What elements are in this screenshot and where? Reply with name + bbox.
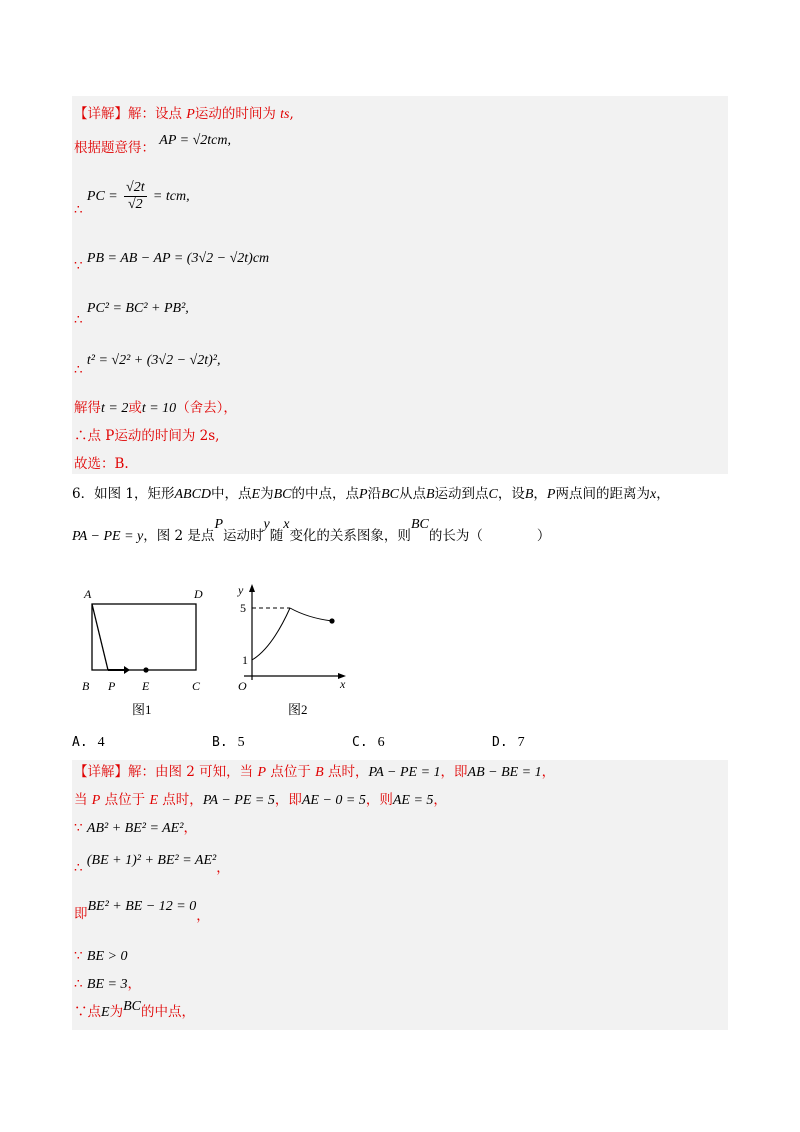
sol2-line-2: 当 P 点位于 E 点时，PA − PE = 5，即AE − 0 = 5，则AE = 5， (74, 792, 447, 808)
label-b: B (82, 679, 90, 693)
label-x: x (340, 677, 346, 691)
label-1: 1 (242, 653, 248, 667)
rectangle-abcd (92, 604, 196, 670)
sol2-line-5: 即BE² + BE − 12 = 0， (74, 899, 210, 924)
label-5: 5 (240, 601, 246, 615)
sol2-line-8: ∵点E为BC的中点， (74, 999, 195, 1020)
sol2-line-3: ∵ AB² + BE² = AE²， (74, 820, 197, 836)
label-c: C (192, 679, 201, 693)
caption-fig2: 图2 (288, 702, 308, 717)
arrow-head (124, 666, 130, 674)
curve-rising (252, 608, 290, 660)
label-o: O (238, 679, 247, 693)
label-d: D (194, 587, 203, 601)
sol2-line-1: 【详解】解：由图 2 可知，当 P 点位于 B 点时，PA − PE = 1，即AB − BE = 1， (74, 764, 556, 780)
sol1-line-4: ∵ PB = AB − AP = (3√2 − √2t)cm (74, 251, 270, 274)
question-line-2: PA − PE = y，图 2 是点P运动时y随x变化的关系图象，则BC的长为（ ） (72, 517, 551, 544)
sol2-line-4: ∴ (BE + 1)² + BE² = AE²， (74, 853, 230, 876)
sol1-line-2: 根据题意得： AP = √2tcm, (74, 133, 231, 156)
end-point (329, 618, 334, 623)
sol2-line-6: ∵ BE > 0 (74, 948, 128, 964)
solution-panel-2 (72, 760, 728, 1030)
sol1-line-5: ∴ PC² = BC² + PB², (74, 301, 189, 328)
segment-ap (92, 604, 108, 670)
sol1-line-7: 解得t = 2或t = 10（舍去）， (74, 400, 237, 416)
option-c: C. 6 (352, 735, 385, 750)
solution-panel-1 (72, 96, 728, 474)
option-b: B. 5 (212, 735, 245, 750)
label-p: P (108, 679, 116, 693)
question-line-1: 6．如图 1，矩形ABCD中，点E为BC的中点，点P沿BC从点B运动到点C，设B，P两点间的距离为x， (72, 486, 670, 502)
sol2-line-7: ∴ BE = 3， (74, 976, 141, 992)
label-a: A (84, 587, 92, 601)
option-a: A. 4 (72, 735, 105, 750)
figure-2-graph (230, 580, 360, 720)
caption-fig1: 图1 (132, 702, 152, 717)
y-axis-arrow (249, 584, 255, 592)
sol1-line-6: ∴ t² = √2² + (3√2 − √2t)², (74, 353, 221, 378)
label-e: E (142, 679, 150, 693)
option-d: D. 7 (492, 735, 525, 750)
label-y: y (238, 583, 244, 597)
figure-1-rectangle (78, 580, 238, 720)
sol1-line-8: ∴点 P运动的时间为 2s, (74, 428, 220, 444)
sol1-line-1: 【详解】解：设点 P运动的时间为 ts, (74, 106, 294, 122)
point-e (143, 667, 148, 672)
sol1-line-3: ∴ PC = $\frac{√2t}{√2}$ = tcm, (74, 180, 190, 219)
fraction: $\frac{√2t}{√2}$ (126, 180, 145, 213)
sol1-line-9: 故选：B. (74, 456, 129, 472)
curve-falling (290, 608, 332, 621)
